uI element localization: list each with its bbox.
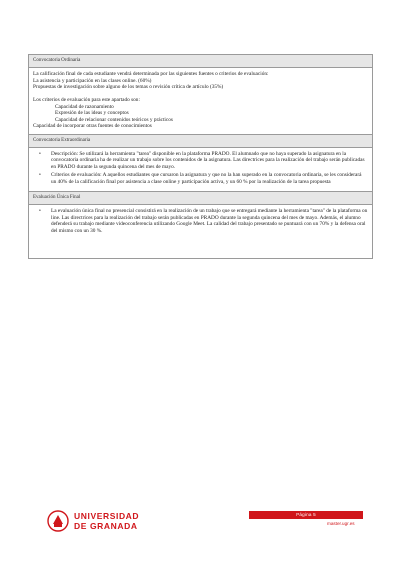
section-body-ordinaria: [29, 68, 372, 135]
page-footer: [0, 500, 400, 540]
university-logo: [47, 508, 167, 534]
criteria-intro: Los criterios de evaluación para este apartado son:: [33, 97, 140, 103]
text-line: Propuestas de investigación sobre alguno de los temas o revisión crítica de artículo (35%): [33, 84, 224, 90]
logo-line1: UNIVERSIDAD: [74, 511, 140, 521]
text-line: La asistencia y participación en las clases online. (60%): [33, 77, 152, 84]
section-title-extraordinaria: Convocatoria Extraordinaria: [29, 135, 372, 148]
logo-line2: DE GRANADA: [74, 521, 138, 531]
footer-site: master.ugr.es: [327, 521, 355, 526]
text-line: Capacidad de incorporar otras fuentes de conocimientos: [33, 123, 152, 129]
evaluation-table: [28, 54, 373, 259]
list-item: • Criterios de evaluación: A aquellos estudiantes que cursaron la asignatura y que no la han superado en la convocatoria ordinaria, se les considerará un 40% de la calificación final por asistencia a clase online y participación activa, y un 60 % por la realización de la tarea propuesta: [39, 172, 362, 185]
footer-page-bar: Página 5: [249, 511, 363, 519]
criteria-item: Expresión de las ideas y conceptos: [55, 110, 129, 116]
bullet-list: [33, 151, 368, 186]
bullet-icon: •: [39, 172, 41, 178]
section-title-ordinaria: Convocatoria Ordinaria: [29, 55, 372, 68]
criteria-item: Capacidad de razonamiento: [55, 103, 114, 110]
bullet-icon: •: [39, 150, 41, 157]
list-item: • Descripción: Se utilizará la herramienta "tarea" disponible en la plataforma PRADO. El alumnado que no haya superado la asignatura en la convocatoria ordinaria ha de realizar un trabajo sobre los contenidos de la asignatura. Las directrices para la realización del trabajo serán publicadas en PRADO durante la segunda quincena del mes de mayo.: [39, 150, 365, 170]
section-title-unica: Evaluación Única Final: [29, 192, 372, 205]
seal-icon: [47, 508, 69, 534]
list-item: • La evaluación única final no presencial consistirá en la realización de un trabajo que se entregará mediante la herramienta "tarea" de la plataforma on line. Las directrices para la realización del trabajo serán publicadas en PRADO durante la segunda quincena del mes de mayo. Además, el alumno defenderá su trabajo mediante videoconferencia utilizando Google Meet. La calidad del trabajo presentado se puntuará con un 70% y la defensa oral del mismo con un 30 %.: [39, 208, 368, 234]
section-body-extraordinaria: [29, 148, 372, 193]
section-body-unica: [29, 205, 372, 258]
text-line: La calificación final de cada estudiante vendrá determinada por las siguientes fuentes o criterios de evaluación:: [33, 71, 269, 77]
bullet-icon: •: [39, 208, 41, 214]
bullet-list: [33, 208, 368, 234]
criteria-item: Capacidad de relacionar contenidos teóricos y prácticos: [55, 116, 173, 123]
